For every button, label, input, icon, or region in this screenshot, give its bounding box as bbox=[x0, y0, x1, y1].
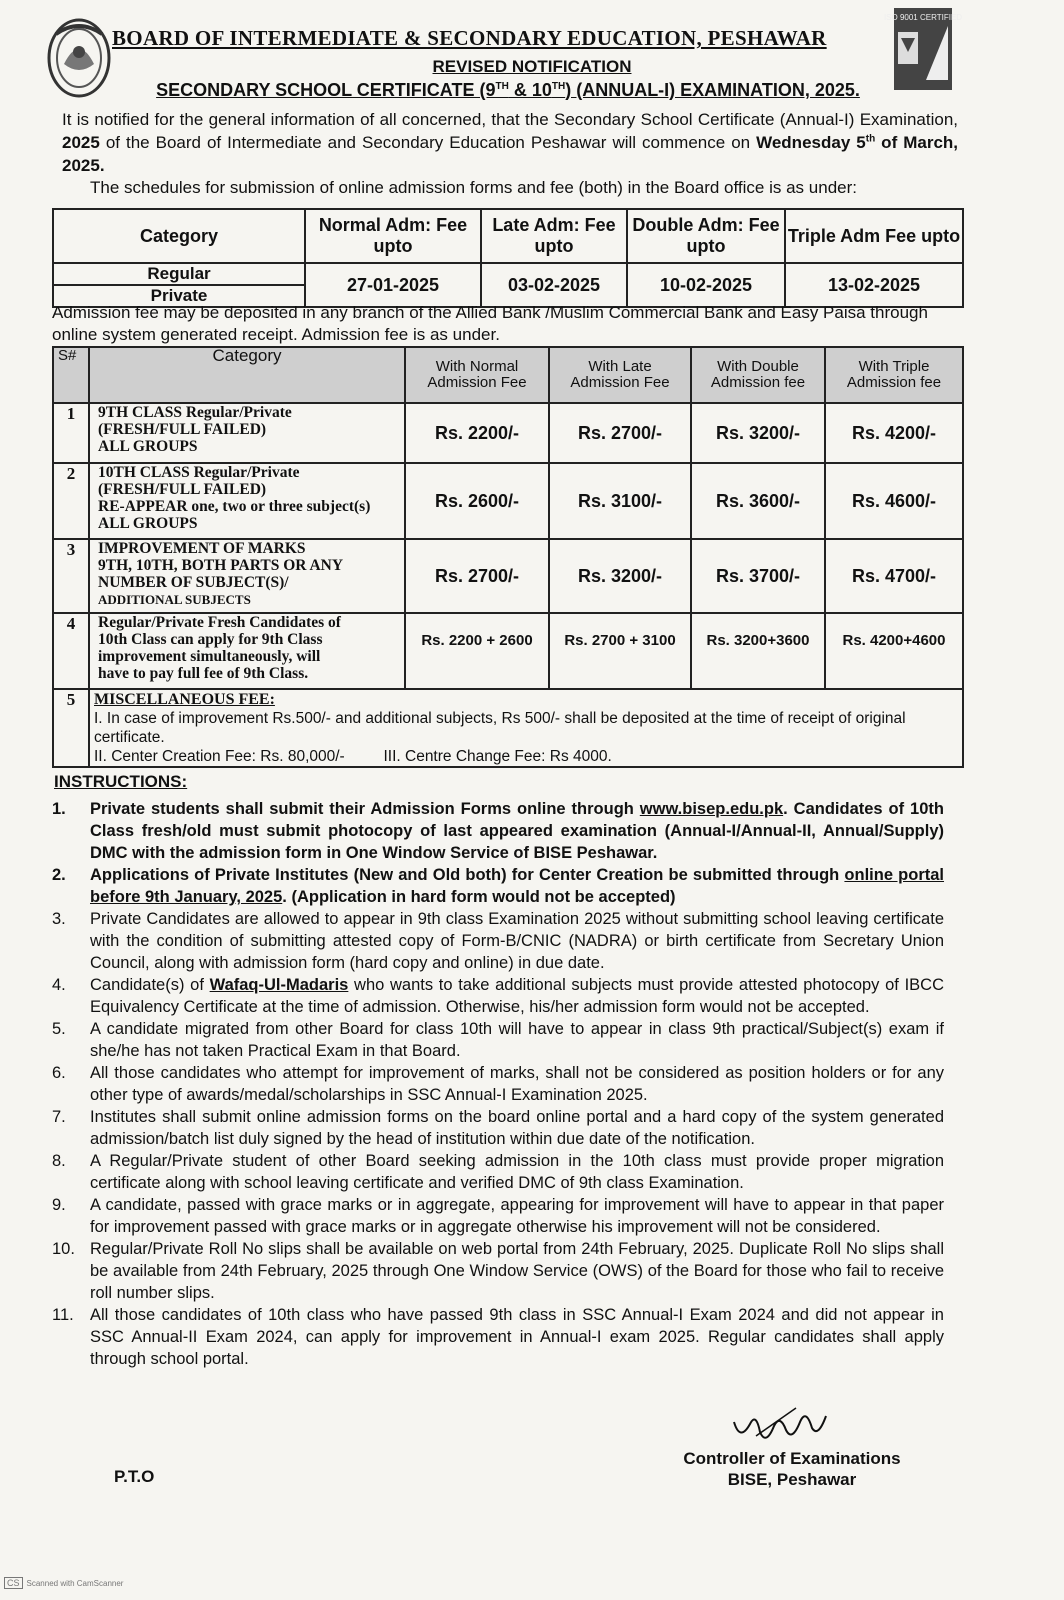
fee-header-triple: With Triple Admission fee bbox=[825, 347, 963, 403]
list-item: 11. All those candidates of 10th class who have passed 9th class in SSC Annual-I Exam 2024 and did not appear in SSC Annual-II Exam 2024, can apply for improvement in Annual-I exam 2025. Regular candidates shall apply through school portal. bbox=[52, 1306, 944, 1368]
instructions-list bbox=[52, 798, 944, 1370]
intro-paragraph: It is notified for the general information of all concerned, that the Secondary School Certificate (Annual-I) Examination, 2025 of the Board of Intermediate and Secondary Education Peshawar will commence on Wednesday 5th of March, 2025. bbox=[62, 110, 959, 175]
list-item: 7. Institutes shall submit online admission forms on the board online portal and a hard copy of the system generated admission/batch list duly signed by the head of institution within due date of the notification. bbox=[52, 1108, 944, 1148]
list-item: 3. Private Candidates are allowed to appear in 9th class Examination 2025 without submitting school leaving certificate with the condition of submitting attested copy of Form-B/CNIC (NADRA) or birth certificate from Secretary Union Council, along with admission form (hard copy and online) in due date. bbox=[52, 910, 944, 972]
schedule-header-late: Late Adm: Fee upto bbox=[481, 209, 627, 263]
fee-header-normal: With Normal Admission Fee bbox=[405, 347, 549, 403]
list-item: 2. Applications of Private Institutes (New and Old both) for Center Creation be submitted through online portal before 9th January, 2025. (Application in hard form would not be accepted) bbox=[52, 866, 945, 906]
table-row: 1 9TH CLASS Regular/Private (FRESH/FULL FAILED) ALL GROUPS Rs. 2200/- Rs. 2700/- Rs. 3200/- Rs. 4200/- bbox=[53, 403, 963, 463]
schedule-intro: The schedules for submission of online admission forms and fee (both) in the Board office is as under: bbox=[90, 178, 857, 197]
schedule-category-regular: Regular bbox=[53, 263, 305, 285]
schedule-header-double: Double Adm: Fee upto bbox=[627, 209, 785, 263]
schedule-table bbox=[52, 208, 964, 308]
table-row: 2 10TH CLASS Regular/Private (FRESH/FULL FAILED) RE-APPEAR one, two or three subject(s) ALL GROUPS Rs. 2600/- Rs. 3100/- Rs. 3600/- Rs. 4600/- bbox=[53, 463, 963, 539]
fee-header-late: With Late Admission Fee bbox=[549, 347, 691, 403]
list-item: 6. All those candidates who attempt for improvement of marks, shall not be considered as position holders or for any other type of awards/medal/scholarships in SSC Annual-I Examination 2025. bbox=[52, 1064, 944, 1104]
schedule-header-category: Category bbox=[53, 209, 305, 263]
misc-fee-title: MISCELLANEOUS FEE: bbox=[94, 691, 275, 708]
list-item: 5. A candidate migrated from other Board for class 10th will have to appear in class 9th practical/Subject(s) exam if she/he has not taken Practical Exam in that Board. bbox=[52, 1020, 944, 1060]
table-row: 3 IMPROVEMENT OF MARKS 9TH, 10TH, BOTH PARTS OR ANY NUMBER OF SUBJECT(S)/ ADDITIONAL SUBJECTS Rs. 2700/- Rs. 3200/- Rs. 3700/- Rs. 4700/- bbox=[53, 539, 963, 613]
instructions-title: INSTRUCTIONS: bbox=[54, 772, 188, 791]
pto-label: P.T.O bbox=[114, 1467, 155, 1486]
schedule-category-private: Private bbox=[53, 285, 305, 307]
notification-subtitle: REVISED NOTIFICATION bbox=[432, 57, 632, 76]
schedule-header-triple: Triple Adm Fee upto bbox=[785, 209, 963, 263]
schedule-date-triple: 13-02-2025 bbox=[785, 263, 963, 307]
iso-certified-badge bbox=[883, 6, 963, 92]
board-name-heading: BOARD OF INTERMEDIATE & SECONDARY EDUCATION, PESHAWAR bbox=[112, 26, 827, 50]
fee-table bbox=[52, 346, 964, 768]
fee-header-double: With Double Admission fee bbox=[691, 347, 825, 403]
list-item: 10. Regular/Private Roll No slips shall be available on web portal from 24th February, 2025. Duplicate Roll No slips shall be available from 24th February, 2025 through One Window Service (OWS) of the Board for those who fail to receive roll number slips. bbox=[52, 1240, 944, 1302]
list-item: 1. Private students shall submit their Admission Forms online through www.bisep.edu.pk. Candidates of 10th Class fresh/old must submit photocopy of last appeared examination (Annual-I/Annual-II, Annual/Supply) DMC with the admission form in One Window Service of BISE Peshawar. bbox=[52, 800, 944, 862]
svg-text:ISO 9001 CERTIFIED: ISO 9001 CERTIFIED bbox=[883, 13, 963, 22]
exam-title: SECONDARY SCHOOL CERTIFICATE (9TH & 10TH) (ANNUAL-I) EXAMINATION, 2025. bbox=[156, 80, 860, 100]
list-item: 9. A candidate, passed with grace marks or in aggregate, appearing for improvement will have to appear in that paper for improvement passed with grace marks or in aggregate otherwise his improvement will not be considered. bbox=[52, 1196, 944, 1236]
website-link[interactable]: www.bisep.edu.pk bbox=[639, 800, 784, 818]
admission-fee-note: Admission fee may be deposited in any branch of the Allied Bank /Muslim Commercial Bank and Easy Paisa through online system generated receipt. Admission fee is as under. bbox=[52, 303, 928, 344]
table-row: 4 Regular/Private Fresh Candidates of 10th Class can apply for 9th Class improvement simultaneously, will have to pay full fee of 9th Class. Rs. 2200 + 2600 Rs. 2700 + 3100 Rs. 3200+3600 Rs. 4200+4600 bbox=[53, 613, 963, 689]
schedule-date-double: 10-02-2025 bbox=[627, 263, 785, 307]
schedule-header-normal: Normal Adm: Fee upto bbox=[305, 209, 481, 263]
schedule-date-normal: 27-01-2025 bbox=[305, 263, 481, 307]
scanner-watermark: CS Scanned with CamScanner bbox=[4, 1577, 123, 1589]
misc-fee-row: 5 MISCELLANEOUS FEE: I. In case of improvement Rs.500/- and additional subjects, Rs 500/- shall be deposited at the time of receipt of original certificate. II. Center Creation Fee: Rs. 80,000/- III. Centre Change Fee: Rs 4000. bbox=[53, 689, 963, 767]
list-item: 8. A Regular/Private student of other Board seeking admission in the 10th class must provide proper migration certificate along with school leaving certificate and verified DMC of 9th class Examination. bbox=[52, 1152, 944, 1192]
schedule-date-late: 03-02-2025 bbox=[481, 263, 627, 307]
fee-header-category: Category bbox=[89, 347, 405, 403]
controller-signature bbox=[726, 1402, 836, 1452]
list-item: 4. Candidate(s) of Wafaq-Ul-Madaris who wants to take additional subjects must provide attested photocopy of IBCC Equivalency Certificate at the time of admission. Otherwise, his/her admission form would not be accepted. bbox=[52, 976, 944, 1016]
signatory-block: Controller of Examinations BISE, Peshawar bbox=[683, 1449, 901, 1489]
fee-header-sn: S# bbox=[53, 347, 89, 403]
